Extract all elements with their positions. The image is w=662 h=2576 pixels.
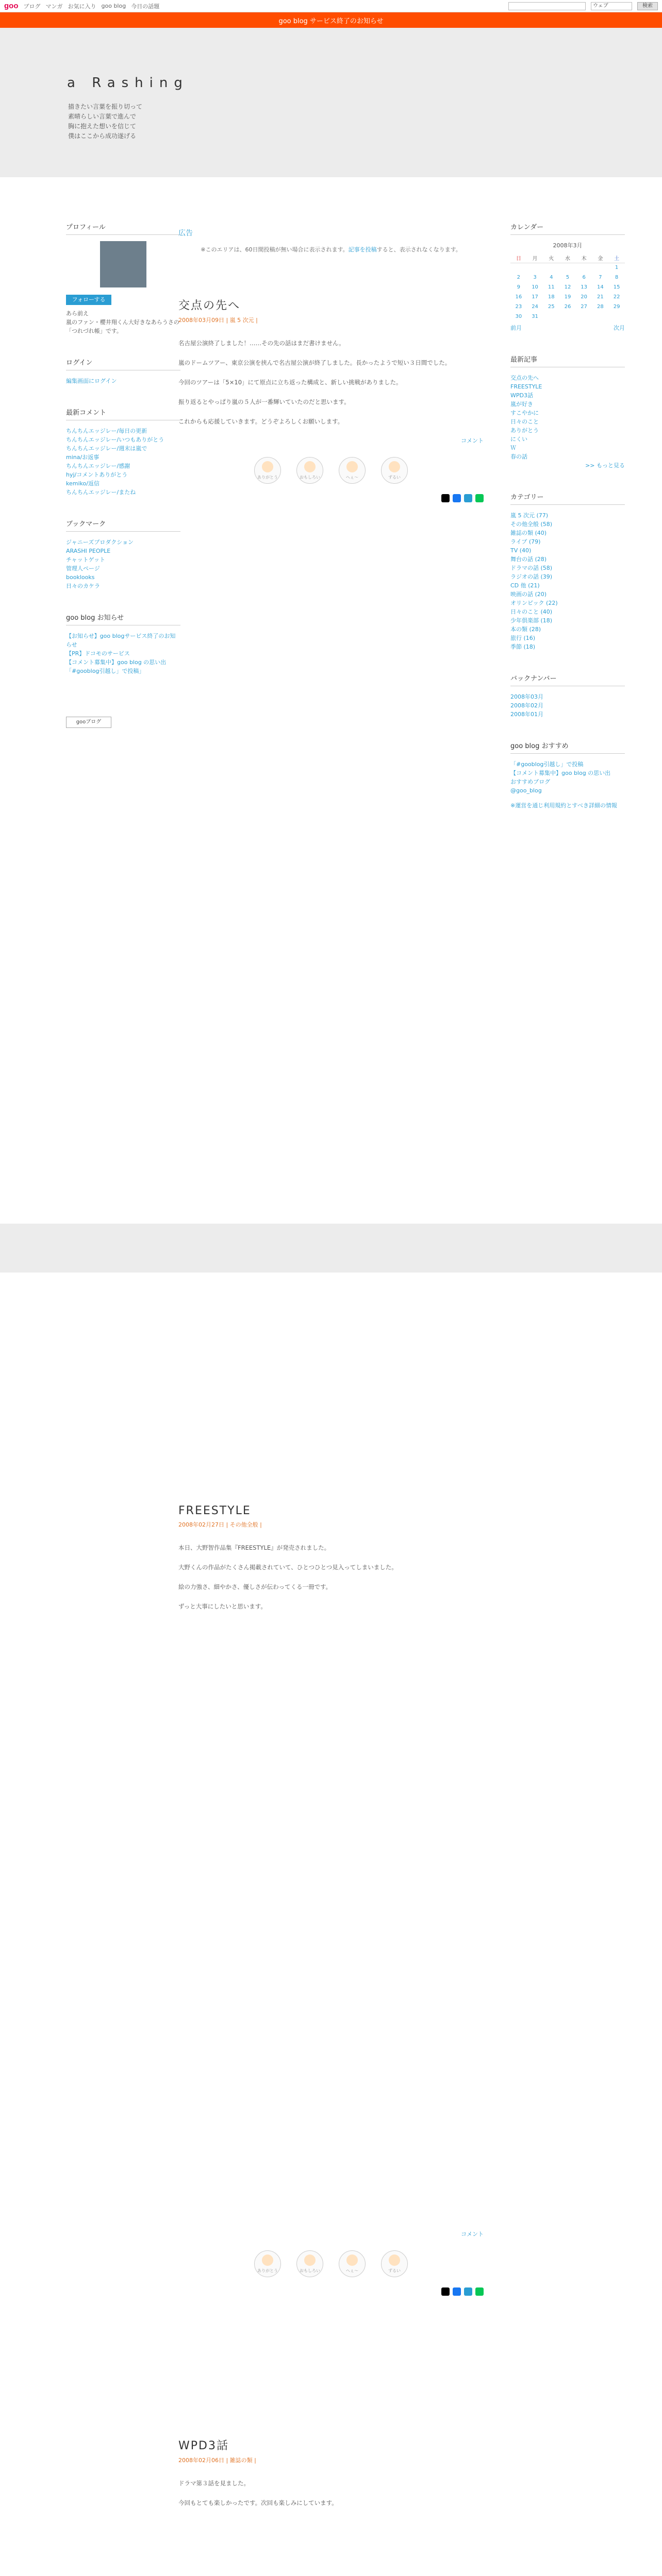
goo-info-link[interactable]: 【お知らせ】goo blogサービス終了のお知らせ	[66, 633, 176, 648]
bookmark-link[interactable]: ARASHI PEOPLE	[66, 548, 111, 554]
search-input[interactable]	[508, 2, 586, 10]
post-date: 2008年02月27日 | その他全般 |	[178, 1521, 262, 1528]
profile-title: プロフィール	[66, 222, 180, 235]
recent-entry-link[interactable]: 春の話	[510, 453, 527, 460]
post-column	[178, 222, 484, 502]
profile-name: あら前え	[66, 310, 89, 317]
goo-info-link[interactable]: 【PR】ドコモのサービス	[66, 650, 130, 657]
right-sidebar	[510, 222, 625, 810]
stamp-button[interactable]: おもしろい	[296, 457, 323, 484]
left-sidebar	[66, 222, 180, 728]
ad-notice: ※このエリアは、60日間投稿が無い場合に表示されます。記事を投稿すると、表示されなくなります。	[201, 246, 461, 253]
comment-link[interactable]: コメント	[461, 2231, 484, 2238]
x-share-icon[interactable]	[441, 494, 450, 502]
login-link[interactable]: 編集画面にログイン	[66, 378, 117, 384]
post-3	[178, 2437, 484, 2518]
post-title[interactable]: 交点の先へ	[178, 299, 241, 312]
category-link[interactable]: 嵐 5 次元 (77)	[510, 512, 549, 519]
hatena-share-icon[interactable]	[464, 494, 472, 502]
stamp-button[interactable]: おもしろい	[296, 2250, 323, 2277]
post-date: 2008年03月09日 | 嵐 5 次元 |	[178, 317, 258, 324]
category-link[interactable]: ドラマの話 (58)	[510, 565, 553, 571]
share-buttons	[178, 2287, 484, 2296]
blog-header	[0, 28, 662, 177]
category-link[interactable]: 本の類 (28)	[510, 626, 541, 633]
post-body: 名古屋公演終了しました！……その先の話はまだ書けません。 嵐のドームツアー、東京公演を挟んで名古屋公演が終了しました。長かったようで短い３日間でした。 今回のツアーは「5×10」にて原点に立ち返った構成と、新しい挑戦がありました。 振り返るとやっぱり嵐の５人が一番輝いていたのだと思います。 これからも応援していきます。どうぞよろしくお願いします。	[178, 340, 451, 425]
post-body: ドラマ第３話を見ました。 今回もとても楽しかったです。次回も楽しみにしています。	[178, 2480, 338, 2506]
category-link[interactable]: 少年倶楽部 (18)	[510, 617, 553, 624]
facebook-share-icon[interactable]	[453, 494, 461, 502]
recent-entry-link[interactable]: FREESTYLE	[510, 383, 542, 390]
section-band	[0, 1224, 662, 1273]
post-body: 本日、大野智作品集『FREESTYLE』が発売されました。 大野くんの作品がたくさん掲載されていて、ひとつひとつ見入ってしまいました。 絵の力強さ、細やかさ、優しさが伝わってくる一冊です。 ずっと大事にしたいと思います。	[178, 1544, 398, 1610]
bookmark-link[interactable]: 管理人ページ	[66, 565, 100, 572]
category-link[interactable]: CD 他 (21)	[510, 582, 540, 589]
more-link[interactable]: >> もっと見る	[585, 462, 625, 469]
recent-entry-link[interactable]: 嵐が好き	[510, 401, 533, 408]
recent-entry-link[interactable]: Ｗ	[510, 445, 516, 451]
goo-recommend-link[interactable]: おすすめブログ	[510, 778, 551, 785]
stamps	[178, 457, 484, 484]
recent-entry-link[interactable]: にくい	[510, 436, 527, 443]
comment-item[interactable]: kemiko/返信	[66, 480, 100, 487]
comment-item[interactable]: ちんちんエッジレー/またね	[66, 489, 136, 496]
category-link[interactable]: TV (40)	[510, 547, 532, 554]
post-title[interactable]: FREESTYLE	[178, 1504, 251, 1517]
post-1	[178, 297, 484, 502]
stamp-button[interactable]: ずるい	[381, 457, 408, 484]
follow-button[interactable]: フォローする	[66, 295, 111, 305]
category-link[interactable]: 雑誌の類 (40)	[510, 530, 547, 536]
comment-item[interactable]: ちんちんエッジレー/週末は嵐で	[66, 445, 147, 452]
comment-item[interactable]: hyj/コメントありがとう	[66, 471, 128, 478]
category-link[interactable]: 季節 (18)	[510, 643, 536, 650]
line-share-icon[interactable]	[475, 494, 484, 502]
category-link[interactable]: その他全般 (58)	[510, 521, 553, 528]
nav-link-blog[interactable]: ブログ	[23, 3, 41, 10]
stamp-button[interactable]: へぇ〜	[339, 2250, 366, 2277]
category-link[interactable]: 日々のこと (40)	[510, 608, 553, 615]
calendar-next-link[interactable]: 次月	[614, 325, 625, 331]
search-scope-select[interactable]: ウェブ	[591, 2, 632, 10]
bookmark-link[interactable]: チャットゲット	[66, 556, 106, 563]
recent-entries-title: 最新記事	[510, 354, 625, 367]
bookmark-link[interactable]: 日々のカケラ	[66, 583, 100, 589]
x-share-icon[interactable]	[441, 2287, 450, 2296]
nav-link-manga[interactable]: マンガ	[45, 3, 63, 10]
backnumber-link[interactable]: 2008年01月	[510, 711, 543, 718]
stamp-button[interactable]: ありがとう	[254, 2250, 281, 2277]
stamp-button[interactable]: ずるい	[381, 2250, 408, 2277]
recent-entry-link[interactable]: 日々のこと	[510, 418, 539, 425]
line-share-icon[interactable]	[475, 2287, 484, 2296]
nav-link-topic[interactable]: 今日の話題	[131, 3, 160, 10]
search-button[interactable]: 検索	[637, 2, 658, 10]
gooblog-banner[interactable]: gooブログ	[66, 717, 111, 728]
recent-entry-link[interactable]: WPD3話	[510, 392, 533, 399]
comment-item[interactable]: ちんちんエッジレー/いつもありがとう	[66, 436, 164, 443]
recent-entry-link[interactable]: 交点の先へ	[510, 375, 539, 381]
post-link[interactable]: 記事を投稿	[348, 246, 377, 253]
calendar-title: カレンダー	[510, 222, 625, 235]
calendar: 日 月 火 水 木 金 土 1 2 3 4 5 6 7 8 9 10 11 12 13 14 15 16 17 18 19 20 21 22 23 24 25 26 27 28 29 30 31	[510, 253, 625, 321]
goo-recommend-link[interactable]: @goo_blog	[510, 787, 542, 794]
category-link[interactable]: 旅行 (16)	[510, 635, 536, 641]
bookmark-link[interactable]: ジャニーズプロダクション	[66, 539, 134, 546]
goo-note[interactable]: ※運営を通じ利用規約とすべき詳細の情報	[510, 802, 617, 809]
stamps	[178, 2250, 484, 2277]
comment-item[interactable]: ちんちんエッジレー/感謝	[66, 463, 130, 469]
nav-link-gooblog[interactable]: goo blog	[101, 3, 126, 9]
category-link[interactable]: 映画の話 (20)	[510, 591, 547, 598]
calendar-day[interactable]: 1	[615, 265, 619, 271]
goo-info-link[interactable]: 「#gooblog引越し」で投稿」	[66, 668, 145, 674]
goo-recommend-link[interactable]: 「#gooblog引越し」で投稿	[510, 761, 584, 768]
backnumber-link[interactable]: 2008年02月	[510, 702, 543, 709]
goo-logo[interactable]: goo	[4, 2, 19, 10]
backnumber-link[interactable]: 2008年03月	[510, 693, 543, 700]
goo-info-title: goo blog お知らせ	[66, 612, 180, 625]
category-link[interactable]: ラジオの話 (39)	[510, 573, 553, 580]
category-link[interactable]: 舞台の話 (28)	[510, 556, 547, 563]
backnumber-title: バックナンバー	[510, 673, 625, 686]
avatar[interactable]	[100, 241, 146, 287]
post-date: 2008年02月06日 | 雑誌の類 |	[178, 2457, 256, 2464]
comment-link[interactable]: コメント	[461, 437, 484, 444]
profile-text: 嵐のファン・櫻井翔くん大好きなあらうさの「つれづれ帳」です。	[66, 319, 179, 334]
blog-title[interactable]: a Rashing	[67, 75, 189, 91]
category-link[interactable]: オリンピック (22)	[510, 600, 558, 606]
facebook-share-icon[interactable]	[453, 2287, 461, 2296]
goo-recommend-link[interactable]: 【コメント募集中】goo blog の思い出	[510, 770, 611, 776]
post-2	[178, 1504, 484, 2296]
goo-recommend-title: goo blog おすすめ	[510, 740, 625, 754]
stamp-button[interactable]: へぇ〜	[339, 457, 366, 484]
login-title: ログイン	[66, 357, 180, 370]
ad-title: 広告	[178, 229, 193, 238]
service-end-alert[interactable]: goo blog サービス終了のお知らせ	[0, 12, 662, 28]
global-bar	[0, 0, 662, 12]
recent-comments-title: 最新コメント	[66, 407, 180, 420]
comment-item[interactable]: ちんちんエッジレー/毎日の更新	[66, 428, 147, 434]
calendar-prev-link[interactable]: 前月	[510, 325, 522, 331]
categories-title: カテゴリー	[510, 492, 625, 505]
post-title[interactable]: WPD3話	[178, 2439, 229, 2452]
blog-description: 描きたい言葉を振り切って 素晴らしい言葉で進んで 胸に抱えた想いを信じて 僕はここから成功遂げる	[68, 103, 143, 140]
calendar-day[interactable]: 2	[517, 275, 521, 280]
goo-info-link[interactable]: 【コメント募集中】goo blog の思い出	[66, 659, 167, 666]
share-buttons	[178, 494, 484, 502]
bookmarks-title: ブックマーク	[66, 518, 180, 532]
stamp-button[interactable]: ありがとう	[254, 457, 281, 484]
comment-item[interactable]: mina/お返事	[66, 454, 100, 461]
category-link[interactable]: ライブ (79)	[510, 538, 541, 545]
nav-link-favorite[interactable]: お気に入り	[68, 3, 96, 10]
recent-entry-link[interactable]: ありがとう	[510, 427, 539, 434]
recent-entry-link[interactable]: すこやかに	[510, 410, 539, 416]
calendar-month: 2008年3月	[553, 242, 583, 249]
bookmark-link[interactable]: booklooks	[66, 574, 95, 581]
hatena-share-icon[interactable]	[464, 2287, 472, 2296]
